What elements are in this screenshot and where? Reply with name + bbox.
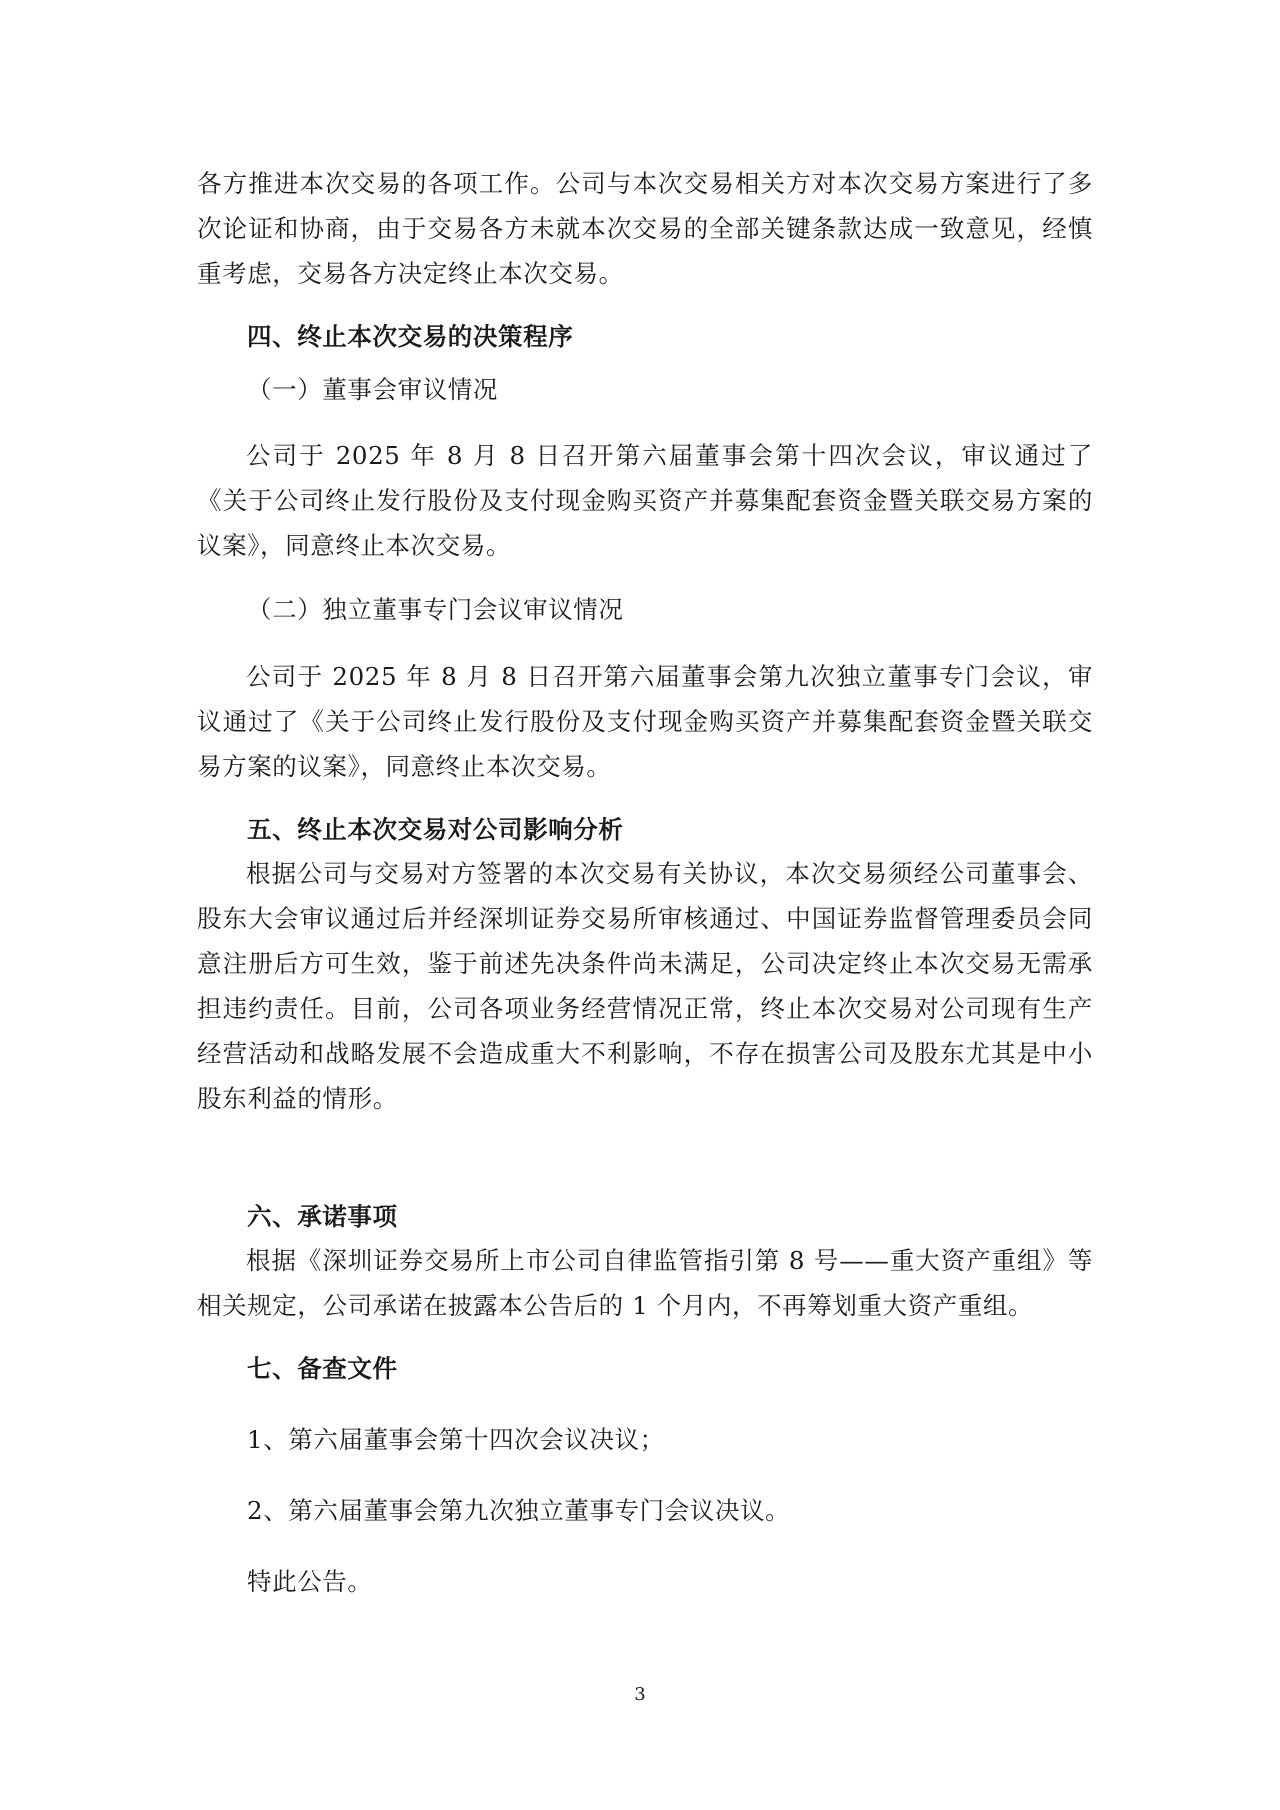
section-4-subheading-1: （一）董事会审议情况 <box>247 375 498 404</box>
paragraph-continuation: 各方推进本次交易的各项工作。公司与本次交易相关方对本次交易方案进行了多次论证和协商，由于交易各方未就本次交易的全部关键条款达成一致意见，经慎重考虑，交易各方决定终止本次交易。 <box>197 169 1093 288</box>
section-4-subheading-2: （二）独立董事专门会议审议情况 <box>247 595 624 624</box>
section-6-heading: 六、承诺事项 <box>247 1202 398 1231</box>
section-4-paragraph-2: 公司于 2025 年 8 月 8 日召开第六届董事会第九次独立董事专门会议，审议通过了《关于公司终止发行股份及支付现金购买资产并募集配套资金暨关联交易方案的议案》，同意终止本次交易。 <box>197 662 1093 781</box>
section-4-heading: 四、终止本次交易的决策程序 <box>247 322 574 351</box>
reference-document-item-2: 2、第六届董事会第九次独立董事专门会议决议。 <box>247 1496 791 1525</box>
closing-statement: 特此公告。 <box>247 1567 373 1596</box>
section-6-paragraph: 根据《深圳证券交易所上市公司自律监管指引第 8 号——重大资产重组》等相关规定，公司承诺在披露本公告后的 1 个月内，不再筹划重大资产重组。 <box>197 1246 1093 1320</box>
section-5-heading: 五、终止本次交易对公司影响分析 <box>247 815 624 844</box>
section-7-heading: 七、备查文件 <box>247 1354 398 1383</box>
page-number: 3 <box>634 1684 646 1705</box>
section-5-paragraph: 根据公司与交易对方签署的本次交易有关协议，本次交易须经公司董事会、股东大会审议通过后并经深圳证券交易所审核通过、中国证券监督管理委员会同意注册后方可生效，鉴于前述先决条件尚未满足，公司决定终止本次交易无需承担违约责任。目前，公司各项业务经营情况正常，终止本次交易对公司现有生产经营活动和战略发展不会造成重大不利影响，不存在损害公司及股东尤其是中小股东利益的情形。 <box>197 859 1093 1113</box>
section-4-paragraph-1: 公司于 2025 年 8 月 8 日召开第六届董事会第十四次会议，审议通过了《关于公司终止发行股份及支付现金购买资产并募集配套资金暨关联交易方案的议案》，同意终止本次交易。 <box>197 441 1093 560</box>
reference-document-item-1: 1、第六届董事会第十四次会议决议； <box>247 1425 665 1454</box>
